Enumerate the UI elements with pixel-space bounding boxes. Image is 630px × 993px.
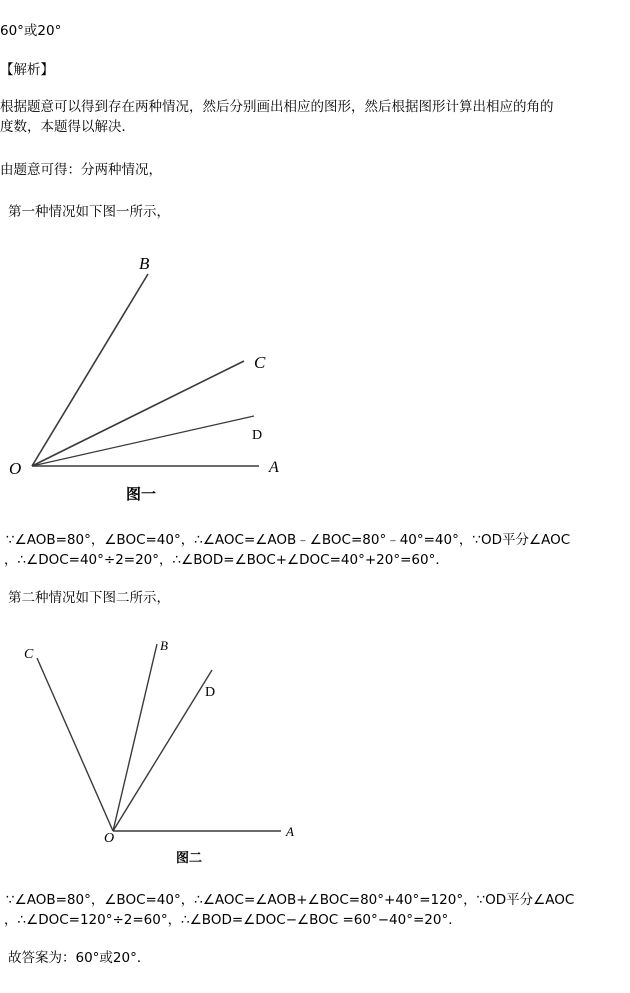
case2-reasoning-2: ，∴∠DOC=120°÷2=60°，∴∠BOD=∠DOC−∠BOC =60°−40°=20°． — [4, 912, 462, 928]
label-D: D — [252, 428, 263, 443]
case1-reasoning-2: ，∴∠DOC=40°÷2=20°，∴∠BOD=∠BOC+∠DOC=40°+20°=60°． — [4, 552, 449, 568]
label-C: C — [254, 353, 266, 372]
figure-1-diagram — [0, 245, 630, 510]
label-A: A — [269, 459, 279, 476]
ray-OD — [113, 670, 212, 831]
analysis-heading: 【解析】 — [0, 62, 54, 78]
figure-1-caption: 图一 — [126, 485, 157, 503]
ray-OB — [113, 644, 157, 831]
label-C: C — [24, 647, 34, 662]
conclusion: 故答案为：60°或20°． — [8, 950, 151, 966]
case2-title: 第二种情况如下图二所示， — [8, 590, 170, 606]
answer-line: 60°或20° — [0, 23, 62, 39]
case1-reasoning-1: ∵∠AOB=80°，∠BOC=40°，∴∠AOC=∠AOB﹣∠BOC=80°﹣40°=40°，∵OD平分∠AOC — [6, 532, 571, 548]
label-O: O — [104, 831, 115, 846]
ray-OC — [37, 658, 113, 831]
ray-OD — [32, 416, 254, 466]
label-A: A — [286, 824, 294, 839]
label-O: O — [9, 459, 22, 478]
case2-reasoning-1: ∵∠AOB=80°，∠BOC=40°，∴∠AOC=∠AOB+∠BOC=80°+40°=120°，∵OD平分∠AOC — [6, 892, 575, 908]
figure-2-caption: 图二 — [176, 851, 203, 866]
intro-line-1: 根据题意可以得到存在两种情况，然后分别画出相应的图形，然后根据图形计算出相应的角的 — [0, 99, 554, 115]
case1-title: 第一种情况如下图一所示， — [8, 204, 170, 220]
figure-2-diagram — [0, 630, 630, 875]
label-B: B — [160, 638, 168, 653]
intro-line-2: 度数，本题得以解决． — [0, 119, 135, 135]
given-text: 由题意可得：分两种情况， — [0, 162, 162, 178]
label-B: B — [139, 254, 150, 273]
label-D: D — [205, 685, 216, 700]
